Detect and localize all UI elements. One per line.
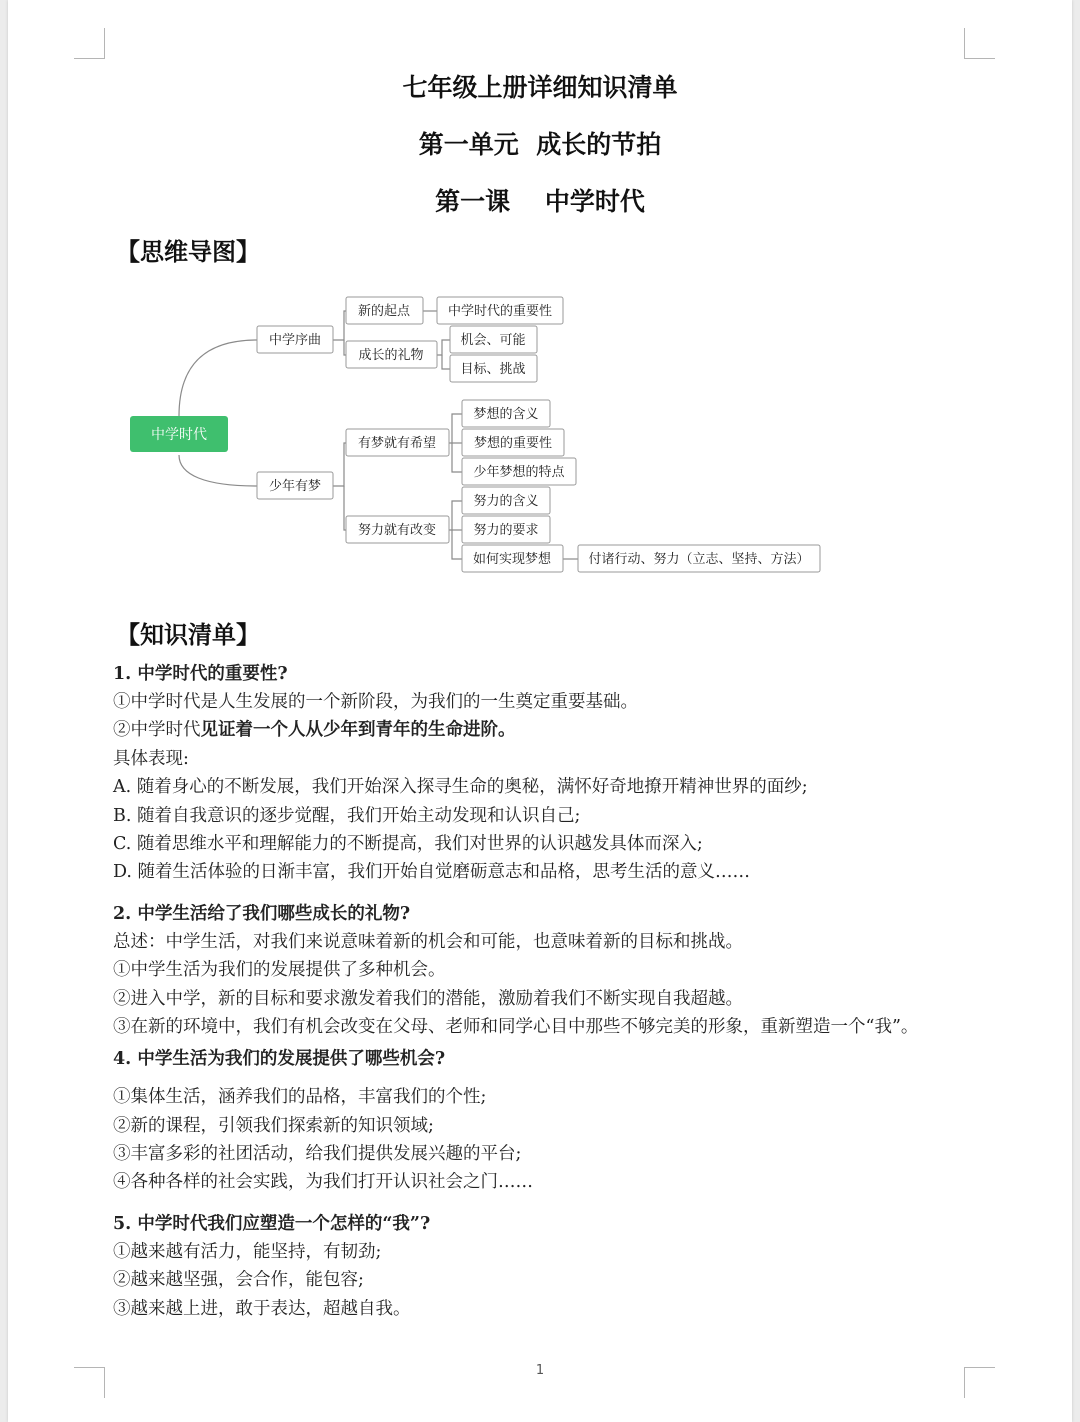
mindmap-node-label: 如何实现梦想 (472, 552, 552, 567)
mindmap-node-label: 有梦就有希望 (357, 436, 437, 451)
answer-line (113, 716, 1013, 744)
mindmap-node-label: 努力的含义 (473, 494, 539, 509)
margin-corner-top-right (964, 28, 995, 59)
answer-line: ③越来越上进，敢于表达，超越自我。 (113, 1298, 411, 1319)
answer-line: ②进入中学，新的目标和要求激发着我们的潜能，激励着我们不断实现自我超越。 (113, 988, 743, 1009)
mindmap-root-label: 中学时代 (151, 427, 207, 443)
answer-line: B. 随着自我意识的逐步觉醒，我们开始主动发现和认识自己; (113, 805, 581, 826)
mindmap-node-label: 努力的要求 (473, 523, 539, 538)
answer-line: ③在新的环境中，我们有机会改变在父母、老师和同学心目中那些不够完美的形象，重新塑造一个“我”。 (113, 1016, 919, 1037)
answer-line: ②越来越坚强，会合作，能包容; (113, 1270, 364, 1291)
mindmap-node-label: 机会、可能 (460, 333, 526, 348)
question-title: 1. 中学时代的重要性? (113, 664, 288, 684)
mindmap-node-label: 梦想的重要性 (473, 436, 553, 451)
answer-line: ①集体生活，涵养我们的品格，丰富我们的个性; (113, 1087, 487, 1108)
unit-title: 第一单元 成长的节拍 (418, 130, 662, 159)
answer-line: A. 随着身心的不断发展，我们开始深入探寻生命的奥秘，满怀好奇地撩开精神世界的面纱; (113, 777, 808, 798)
mindmap-node-label: 中学序曲 (268, 333, 322, 348)
answer-line-part: ②中学时代 (113, 720, 201, 741)
answer-line: 总述：中学生活，对我们来说意味着新的机会和可能，也意味着新的目标和挑战。 (113, 931, 743, 952)
knowledge-heading: 【知识清单】 (116, 621, 260, 649)
page-number: 1 (535, 1363, 545, 1378)
document-title: 七年级上册详细知识清单 (402, 73, 678, 102)
margin-corner-top-left (74, 28, 105, 59)
mind-map (0, 280, 1080, 590)
mindmap-node-label: 少年梦想的特点 (473, 465, 565, 480)
mindmap-heading: 【思维导图】 (116, 238, 260, 266)
mindmap-node-label: 新的起点 (357, 304, 411, 319)
mindmap-node-label: 努力就有改变 (357, 523, 437, 538)
lesson-title: 第一课 中学时代 (435, 187, 645, 216)
answer-line: ①中学生活为我们的发展提供了多种机会。 (113, 960, 446, 981)
answer-emphasis: 见证着一个人从少年到青年的生命进阶。 (200, 720, 516, 741)
answer-line: ①中学时代是人生发展的一个新阶段，为我们的一生奠定重要基础。 (113, 692, 638, 712)
answer-line: ①越来越有活力，能坚持，有韧劲; (113, 1241, 382, 1262)
question-title: 2. 中学生活给了我们哪些成长的礼物? (113, 903, 411, 924)
answer-line: D. 随着生活体验的日渐丰富，我们开始自觉磨砺意志和品格，思考生活的意义…… (113, 862, 751, 883)
answer-line: ④各种各样的社会实践，为我们打开认识社会之门…… (113, 1172, 533, 1193)
mindmap-node-label: 目标、挑战 (460, 362, 526, 377)
mindmap-node-label: 中学时代的重要性 (447, 304, 553, 319)
mindmap-node-label: 成长的礼物 (358, 348, 424, 363)
answer-line: C. 随着思维水平和理解能力的不断提高，我们对世界的认识越发具体而深入; (113, 833, 703, 854)
mindmap-node-label: 梦想的含义 (473, 407, 539, 422)
question-title: 4. 中学生活为我们的发展提供了哪些机会? (113, 1049, 446, 1070)
answer-line: ②新的课程，引领我们探索新的知识领域; (113, 1115, 434, 1136)
answer-line: 具体表现: (113, 748, 189, 769)
answer-line: ③丰富多彩的社团活动，给我们提供发展兴趣的平台; (113, 1144, 522, 1165)
mindmap-node-label: 付诸行动、努力（立志、坚持、方法） (588, 552, 810, 567)
mindmap-node-label: 少年有梦 (268, 479, 322, 494)
knowledge-list (113, 660, 1013, 1323)
question-title: 5. 中学时代我们应塑造一个怎样的“我”? (113, 1213, 431, 1234)
